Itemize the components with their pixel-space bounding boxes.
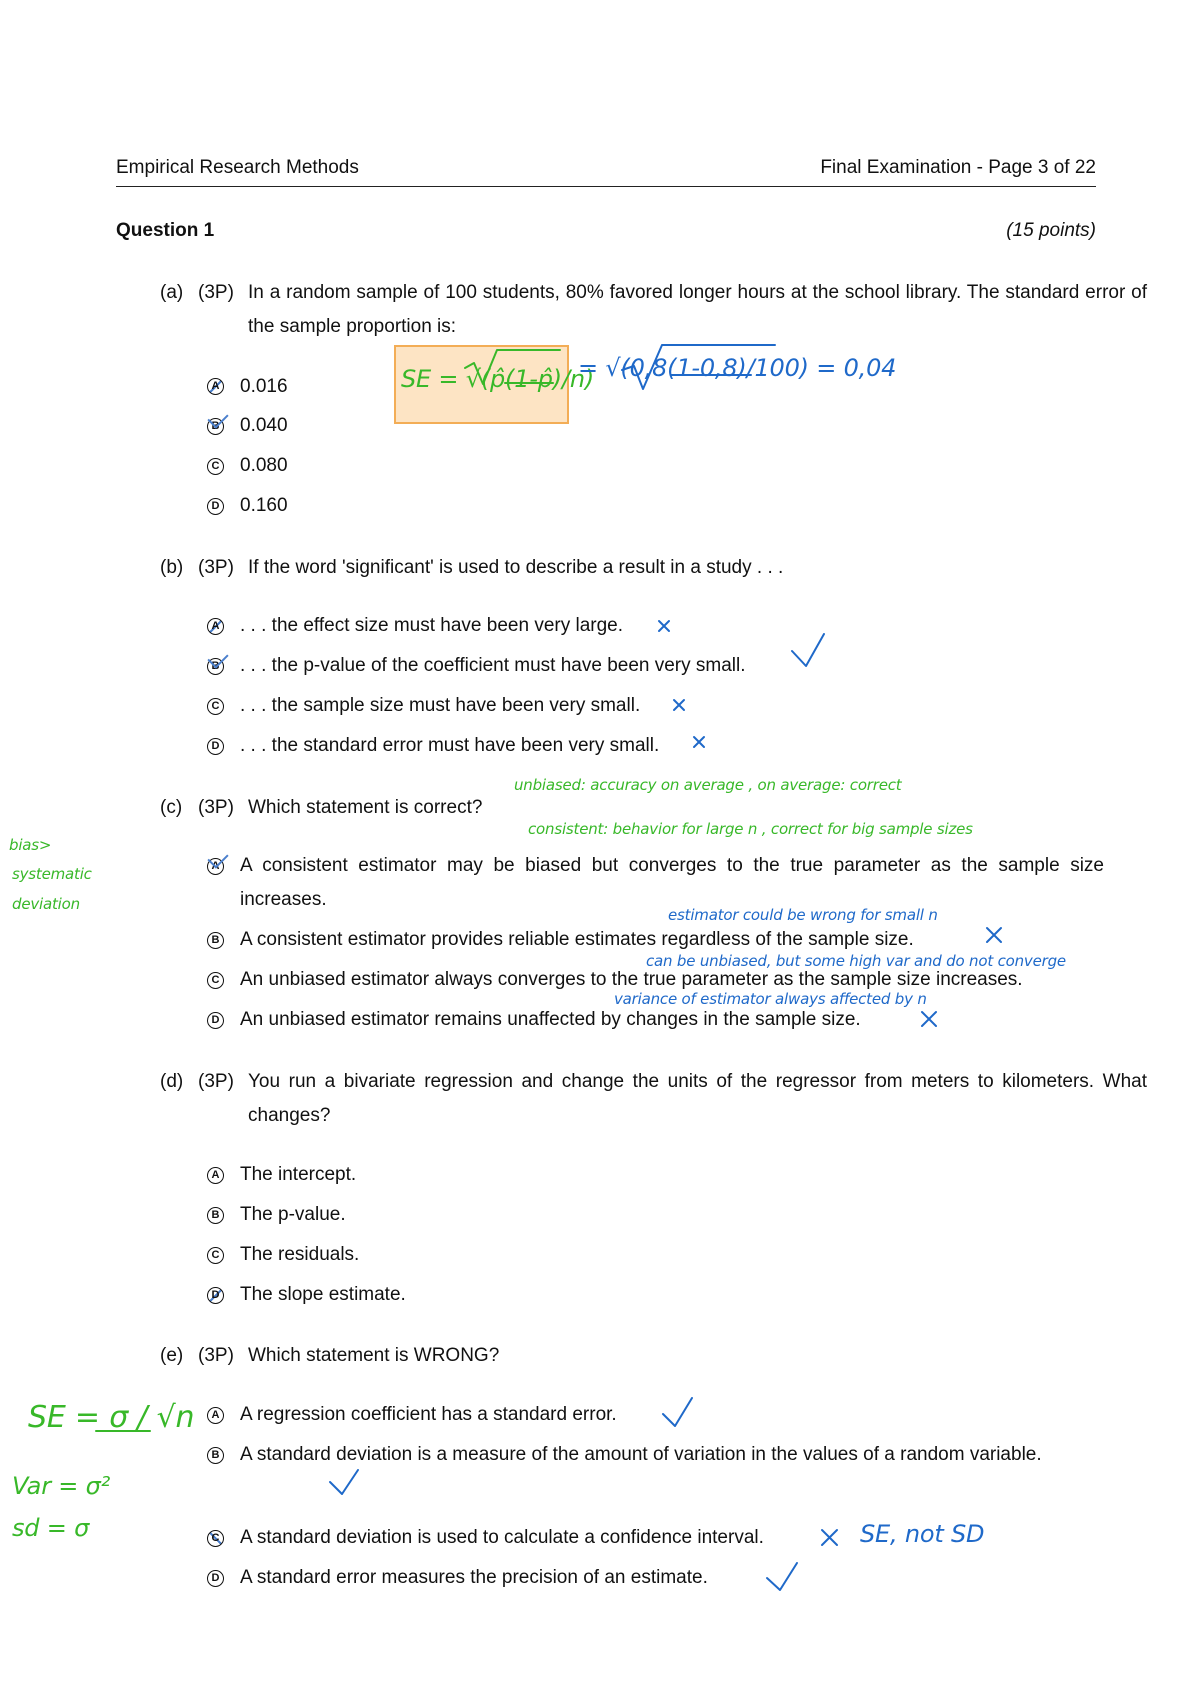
- bias-note-line-3: deviation: [12, 895, 80, 913]
- item-c-label: (c): [160, 797, 183, 818]
- choice-c-d-circle[interactable]: D: [207, 1012, 224, 1029]
- item-d-label: (d): [160, 1071, 184, 1092]
- choice-b-a-circle[interactable]: A: [207, 618, 224, 635]
- cross-mark-b-c: [674, 700, 684, 710]
- choice-e-d[interactable]: A standard error measures the precision of an estimate.: [240, 1567, 708, 1588]
- unbiased-annotation: unbiased: accuracy on average , on average: correct: [514, 776, 902, 794]
- choice-c-a-circle[interactable]: A: [207, 858, 224, 875]
- choice-c-b-circle[interactable]: B: [207, 932, 224, 949]
- choice-b-c[interactable]: . . . the sample size must have been very small.: [240, 695, 641, 716]
- se-not-sd-annotation: SE, not SD: [860, 1520, 985, 1548]
- variance-estimator-annotation: variance of estimator always affected by n: [614, 990, 927, 1008]
- item-b-label: (b): [160, 557, 184, 578]
- choice-c-c-circle[interactable]: C: [207, 972, 224, 989]
- choice-c-b[interactable]: A consistent estimator provides reliable estimates regardless of the sample size.: [240, 929, 914, 950]
- choice-b-b-circle[interactable]: B: [207, 658, 224, 675]
- item-a-question: In a random sample of 100 students, 80% favored longer hours at the school library. The standard error of the sample proportion is:: [248, 282, 1147, 337]
- check-mark-e-a: [663, 1398, 692, 1426]
- choice-d-a[interactable]: The intercept.: [240, 1164, 357, 1185]
- cross-mark-b-a: [659, 621, 669, 631]
- choice-d-b[interactable]: The p-value.: [240, 1204, 346, 1225]
- se-formula-annotation: SE = σ / √n: [28, 1400, 195, 1435]
- choice-d-b-circle[interactable]: B: [207, 1207, 224, 1224]
- page-number: Final Examination - Page 3 of 22: [820, 157, 1096, 178]
- cross-mark-c-d: [922, 1012, 936, 1026]
- small-sample-annotation: estimator could be wrong for small n: [668, 906, 938, 924]
- choice-c-d[interactable]: An unbiased estimator remains unaffected by changes in the sample size.: [240, 1009, 861, 1030]
- choice-a-d[interactable]: 0.160: [240, 495, 288, 516]
- cross-mark-e-c: [822, 1530, 837, 1545]
- choice-c-a[interactable]: A consistent estimator may be biased but converges to the true parameter as the sample size increases.: [240, 855, 1104, 910]
- choice-e-c-circle[interactable]: C: [207, 1530, 224, 1547]
- choice-b-d[interactable]: . . . the standard error must have been very small.: [240, 735, 660, 756]
- consistent-annotation: consistent: behavior for large n , correct for big sample sizes: [528, 820, 973, 838]
- item-a-points: (3P): [198, 282, 234, 303]
- choice-d-d-circle[interactable]: D: [207, 1287, 224, 1304]
- choice-e-a-circle[interactable]: A: [207, 1407, 224, 1424]
- choice-b-b[interactable]: . . . the p-value of the coefficient must have been very small.: [240, 655, 746, 676]
- bias-note-line-2: systematic: [12, 865, 92, 883]
- bias-note-line-1: bias>: [9, 836, 52, 854]
- choice-e-a[interactable]: A regression coefficient has a standard error.: [240, 1404, 617, 1425]
- check-mark-e-b: [330, 1470, 358, 1494]
- choice-d-a-circle[interactable]: A: [207, 1167, 224, 1184]
- choice-e-d-circle[interactable]: D: [207, 1570, 224, 1587]
- choice-a-c-circle[interactable]: C: [207, 458, 224, 475]
- variance-formula-annotation: Var = σ²: [12, 1472, 111, 1500]
- check-mark-b-b: [792, 634, 824, 666]
- item-d-points: (3P): [198, 1071, 234, 1092]
- choice-c-c[interactable]: An unbiased estimator always converges to the true parameter as the sample size increases.: [240, 969, 1023, 990]
- unbiased-variance-annotation: can be unbiased, but some high var and do not converge: [646, 952, 1066, 970]
- choice-a-a-circle[interactable]: A: [207, 378, 224, 395]
- choice-d-d[interactable]: The slope estimate.: [240, 1284, 406, 1305]
- item-b-question: If the word 'significant' is used to describe a result in a study . . .: [248, 557, 784, 578]
- choice-a-b[interactable]: 0.040: [240, 415, 288, 436]
- item-a-label: (a): [160, 282, 184, 303]
- choice-a-b-circle[interactable]: B: [207, 418, 224, 435]
- course-title: Empirical Research Methods: [116, 157, 359, 178]
- choice-a-d-circle[interactable]: D: [207, 498, 224, 515]
- item-c-points: (3P): [198, 797, 234, 818]
- choice-d-c-circle[interactable]: C: [207, 1247, 224, 1264]
- check-mark-e-d: [767, 1563, 797, 1590]
- choice-b-d-circle[interactable]: D: [207, 738, 224, 755]
- sd-formula-annotation: sd = σ: [12, 1514, 90, 1542]
- choice-e-b-circle[interactable]: B: [207, 1447, 224, 1464]
- question-title: Question 1: [116, 220, 215, 241]
- choice-a-a[interactable]: 0.016: [240, 376, 288, 397]
- item-c-question: Which statement is correct?: [248, 797, 483, 818]
- page-header: [116, 158, 1096, 187]
- item-e-points: (3P): [198, 1345, 234, 1366]
- item-e-question: Which statement is WRONG?: [248, 1345, 500, 1366]
- choice-b-a[interactable]: . . . the effect size must have been very large.: [240, 615, 624, 636]
- se-calculation-annotation: = √(0,8(1-0,8)/100) = 0,04: [578, 354, 897, 382]
- se-box-annotation: SE = √(p̂(1-p̂)/n): [401, 365, 595, 393]
- item-d-question: You run a bivariate regression and change the units of the regressor from meters to kilometers. What changes?: [248, 1071, 1147, 1126]
- cross-mark-b-d: [694, 737, 704, 747]
- choice-e-c[interactable]: A standard deviation is used to calculate a confidence interval.: [240, 1527, 764, 1548]
- choice-d-c[interactable]: The residuals.: [240, 1244, 360, 1265]
- cross-mark-c-b: [987, 928, 1001, 942]
- item-e-label: (e): [160, 1345, 184, 1366]
- item-b-points: (3P): [198, 557, 234, 578]
- choice-e-b[interactable]: A standard deviation is a measure of the amount of variation in the values of a random variable.: [240, 1444, 1042, 1465]
- choice-b-c-circle[interactable]: C: [207, 698, 224, 715]
- question-points: (15 points): [1006, 220, 1096, 241]
- choice-a-c[interactable]: 0.080: [240, 455, 288, 476]
